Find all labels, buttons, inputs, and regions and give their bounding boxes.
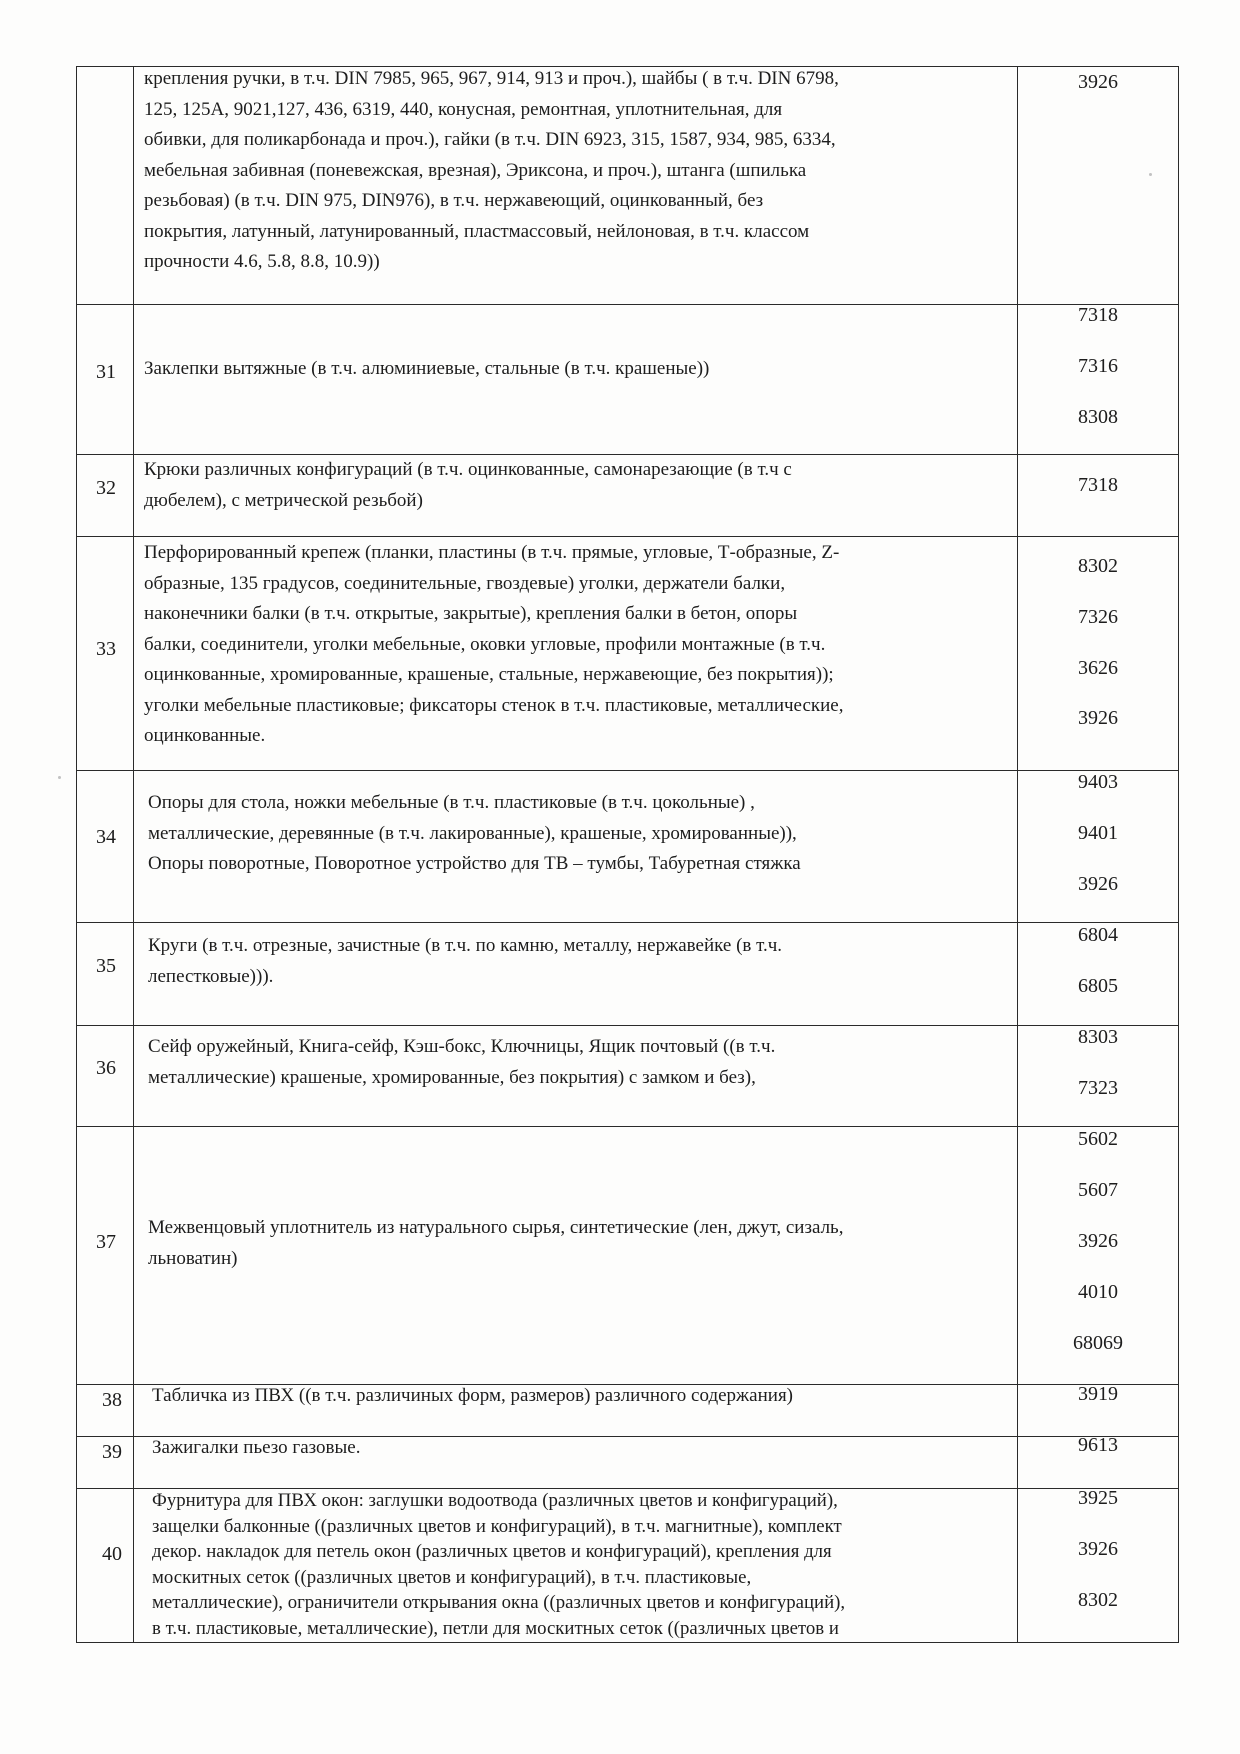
hs-code: 8302 [1078,1589,1118,1611]
description-line: мебельная забивная (поневежская, врезная), Эриксона, и проч.), штанга (шпилька [144,159,807,181]
hs-code: 9613 [1078,1434,1118,1456]
hs-code: 7326 [1078,606,1118,628]
column-divider-code [1017,66,1018,1642]
row-description [148,1213,843,1274]
description-line: дюбелем), с метрической резьбой) [144,489,423,511]
hs-code: 3926 [1078,1230,1118,1252]
description-line: Заклепки вытяжные (в т.ч. алюминиевые, стальные (в т.ч. крашеные)) [144,358,710,379]
description-line: оцинкованные. [144,725,266,746]
scan-speck [58,776,61,779]
hs-code: 6804 [1078,924,1118,946]
table-border-left [76,66,77,1642]
hs-code: 8308 [1078,406,1118,428]
row-description [152,1488,845,1641]
hs-code: 7318 [1078,474,1118,496]
description-line: покрытия, латунный, латунированный, пластмассовый, нейлоновая, в т.ч. классом [144,220,810,242]
hs-code: 68069 [1073,1332,1123,1354]
hs-code: 7318 [1078,304,1118,326]
row-number: 36 [96,1057,116,1079]
row-number: 40 [102,1543,122,1565]
description-line: Крюки различных конфигураций (в т.ч. оцинкованные, самонарезающие (в т.ч с [144,459,792,480]
description-line: декор. накладок для петель окон (различных цветов и конфигураций), крепления для [152,1541,832,1562]
hs-code: 7323 [1078,1077,1118,1099]
scan-speck [1149,173,1152,176]
description-line: прочности 4.6, 5.8, 8.8, 10.9)) [144,251,380,272]
row-divider [76,536,1179,537]
description-line: металлические) крашеные, хромированные, без покрытия) с замком и без), [148,1066,756,1088]
description-line: москитных сеток ((различных цветов и конфигураций), в т.ч. пластиковые, [152,1566,752,1588]
hs-code: 3926 [1078,707,1118,729]
hs-code: 9401 [1078,822,1118,844]
hs-code: 6805 [1078,975,1118,997]
row-description [144,538,843,752]
description-line: Опоры поворотные, Поворотное устройство для ТВ – тумбы, Табуретная стяжка [148,853,801,874]
description-line: образные, 135 градусов, соединительные, гвоздевые) уголки, держатели балки, [144,572,786,594]
description-line: оцинкованные, хромированные, крашеные, стальные, нержавеющие, без покрытия)); [144,664,834,685]
description-line: лепестковые))). [148,965,274,987]
description-line: металлические, деревянные (в т.ч. лакированные), крашеные, хромированные)), [148,822,797,844]
description-line: Фурнитура для ПВХ окон: заглушки водоотвода (различных цветов и конфигураций), [152,1490,838,1511]
description-line: Табличка из ПВХ ((в т.ч. различиных форм, размеров) различного содержания) [152,1385,794,1406]
hs-code: 7316 [1078,355,1118,377]
table-border-bottom [76,1642,1179,1643]
description-line: металлические), ограничители открывания окна ((различных цветов и конфигураций), [152,1592,846,1613]
row-description [148,1032,775,1093]
hs-code: 4010 [1078,1281,1118,1303]
row-number: 39 [102,1441,122,1463]
description-line: Межвенцовый уплотнитель из натурального сырья, синтетические (лен, джут, сизаль, [148,1217,844,1238]
description-line: 125, 125А, 9021,127, 436, 6319, 440, конусная, ремонтная, уплотнительная, для [144,98,783,120]
description-line: уголки мебельные пластиковые; фиксаторы стенок в т.ч. пластиковые, металлические, [144,694,844,716]
description-line: Зажигалки пьезо газовые. [152,1437,361,1458]
hs-code: 3919 [1078,1383,1118,1405]
row-description [148,931,782,992]
table-border-right [1178,66,1179,1642]
row-divider [76,1126,1179,1127]
row-number: 38 [102,1389,122,1411]
description-line: в т.ч. пластиковые, металлические), петли для москитных сеток ((различных цветов и [152,1617,839,1639]
row-description [144,455,792,516]
description-line: защелки балконные ((различных цветов и конфигураций), в т.ч. магнитные), комплект [152,1515,842,1537]
description-line: Перфорированный крепеж (планки, пластины (в т.ч. прямые, угловые, Т-образные, Z- [144,542,840,563]
hs-code: 3626 [1078,657,1118,679]
description-line: наконечники балки (в т.ч. открытые, закрытые), крепления балки в бетон, опоры [144,603,798,624]
description-line: резьбовая) (в т.ч. DIN 975, DIN976), в т.ч. нержавеющий, оцинкованный, без [144,190,764,211]
hs-code: 8302 [1078,555,1118,577]
row-description [152,1433,360,1464]
row-description [152,1381,793,1412]
description-line: Круги (в т.ч. отрезные, зачистные (в т.ч. по камню, металлу, нержавейке (в т.ч. [148,935,783,956]
row-number: 33 [96,638,116,660]
row-number: 31 [96,361,116,383]
row-number: 34 [96,826,116,848]
row-description [144,354,709,385]
row-description [144,64,839,278]
description-line: Сейф оружейный, Книга-сейф, Кэш-бокс, Ключницы, Ящик почтовый ((в т.ч. [148,1036,776,1057]
description-line: балки, соединители, уголки мебельные, оковки угловые, профили монтажные (в т.ч. [144,633,826,655]
row-number: 35 [96,955,116,977]
row-divider [76,1025,1179,1026]
row-number: 37 [96,1231,116,1253]
hs-code: 3926 [1078,873,1118,895]
description-line: Опоры для стола, ножки мебельные (в т.ч. пластиковые (в т.ч. цокольные) , [148,792,755,813]
hs-code: 9403 [1078,771,1118,793]
row-description [148,788,801,880]
hs-code: 3925 [1078,1487,1118,1509]
hs-code: 8303 [1078,1026,1118,1048]
row-divider [76,922,1179,923]
row-divider [76,770,1179,771]
description-line: льноватин) [148,1247,238,1269]
row-number: 32 [96,477,116,499]
hs-code: 5602 [1078,1128,1118,1150]
hs-code: 5607 [1078,1179,1118,1201]
description-line: обивки, для поликарбонада и проч.), гайки (в т.ч. DIN 6923, 315, 1587, 934, 985, 6334, [144,129,836,150]
row-divider [76,304,1179,305]
hs-code: 3926 [1078,71,1118,93]
hs-code: 3926 [1078,1538,1118,1560]
description-line: крепления ручки, в т.ч. DIN 7985, 965, 967, 914, 913 и проч.), шайбы ( в т.ч. DIN 6798, [144,68,839,89]
